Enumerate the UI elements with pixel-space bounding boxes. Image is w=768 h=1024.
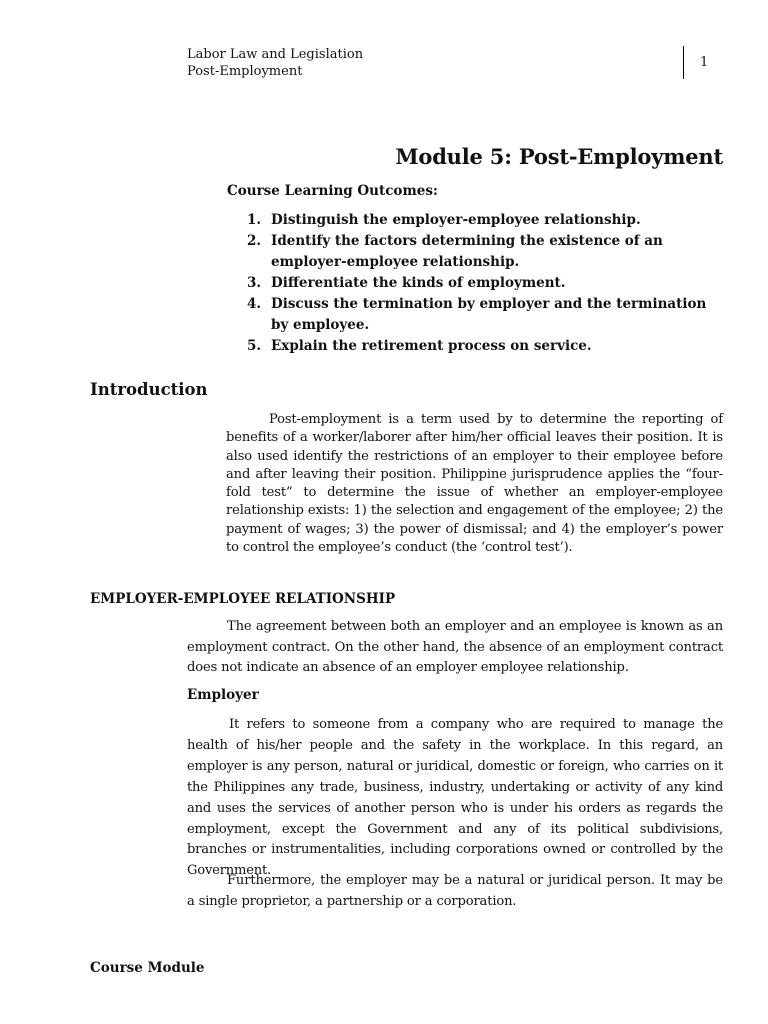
outcome-text: Discuss the termination by employer and the termination by employee. [271,296,707,333]
outcome-item [247,210,707,231]
module-title: Module 5: Post-Employment [395,144,723,169]
introduction-heading: Introduction [90,380,208,399]
outcome-item [247,273,707,294]
header-module-subtitle: Post-Employment [187,64,303,79]
outcome-item [247,336,707,357]
outcome-item [247,231,707,273]
employer-types-paragraph: Furthermore, the employer may be a natural or juridical person. It may be a single proprietor, a partnership or a corporation. [187,873,723,909]
employer-definition-paragraph: It refers to someone from a company who are required to manage the health of his/her people and the safety in the workplace. In this regard, an employer is any person, natural or juridical, domestic or foreign, who carries on it the Philippines any trade, business, industry, undertaking or activity of any kind and uses the services of another person who is under his orders as regards the employment, except the Government and any of its political subdivisions, branches or instrumentalities, including corporations owned or controlled by the Government. [187,717,723,879]
outcome-number: 5. [247,338,262,354]
outcome-item [247,294,707,336]
header-course-title: Labor Law and Legislation [187,47,364,62]
page-footer: Course Module [90,960,205,976]
employer-subheading: Employer [187,687,259,703]
outcome-text: Distinguish the employer-employee relationship. [271,212,641,228]
outcome-text: Explain the retirement process on service. [271,338,592,354]
relationship-paragraph: The agreement between both an employer and an employee is known as an employment contract. On the other hand, the absence of an employment contract does not indicate an absence of an employer employee relationship. [187,619,723,676]
page-number: 1 [700,55,709,70]
learning-outcomes-heading: Course Learning Outcomes: [227,183,438,199]
relationship-heading: EMPLOYER-EMPLOYEE RELATIONSHIP [90,591,396,607]
header-divider [683,46,684,79]
learning-outcomes-list [247,210,707,357]
introduction-paragraph: Post-employment is a term used by to determine the reporting of benefits of a worker/laborer after him/her official leaves their position. It is also used identify the restrictions of an employer to their employee before and after leaving their position. Philippine jurisprudence applies the “four-fold test” to determine the issue of whether an employer-employee relationship exists: 1) the selection and engagement of the employee; 2) the payment of wages; 3) the power of dismissal; and 4) the employer’s power to control the employee’s conduct (the ‘control test’). [226,412,723,556]
outcome-number: 1. [247,212,262,228]
outcome-text: Identify the factors determining the existence of an employer-employee relationship. [271,233,663,270]
outcome-number: 4. [247,296,262,312]
outcome-number: 3. [247,275,262,291]
outcome-number: 2. [247,233,262,249]
outcome-text: Differentiate the kinds of employment. [271,275,566,291]
